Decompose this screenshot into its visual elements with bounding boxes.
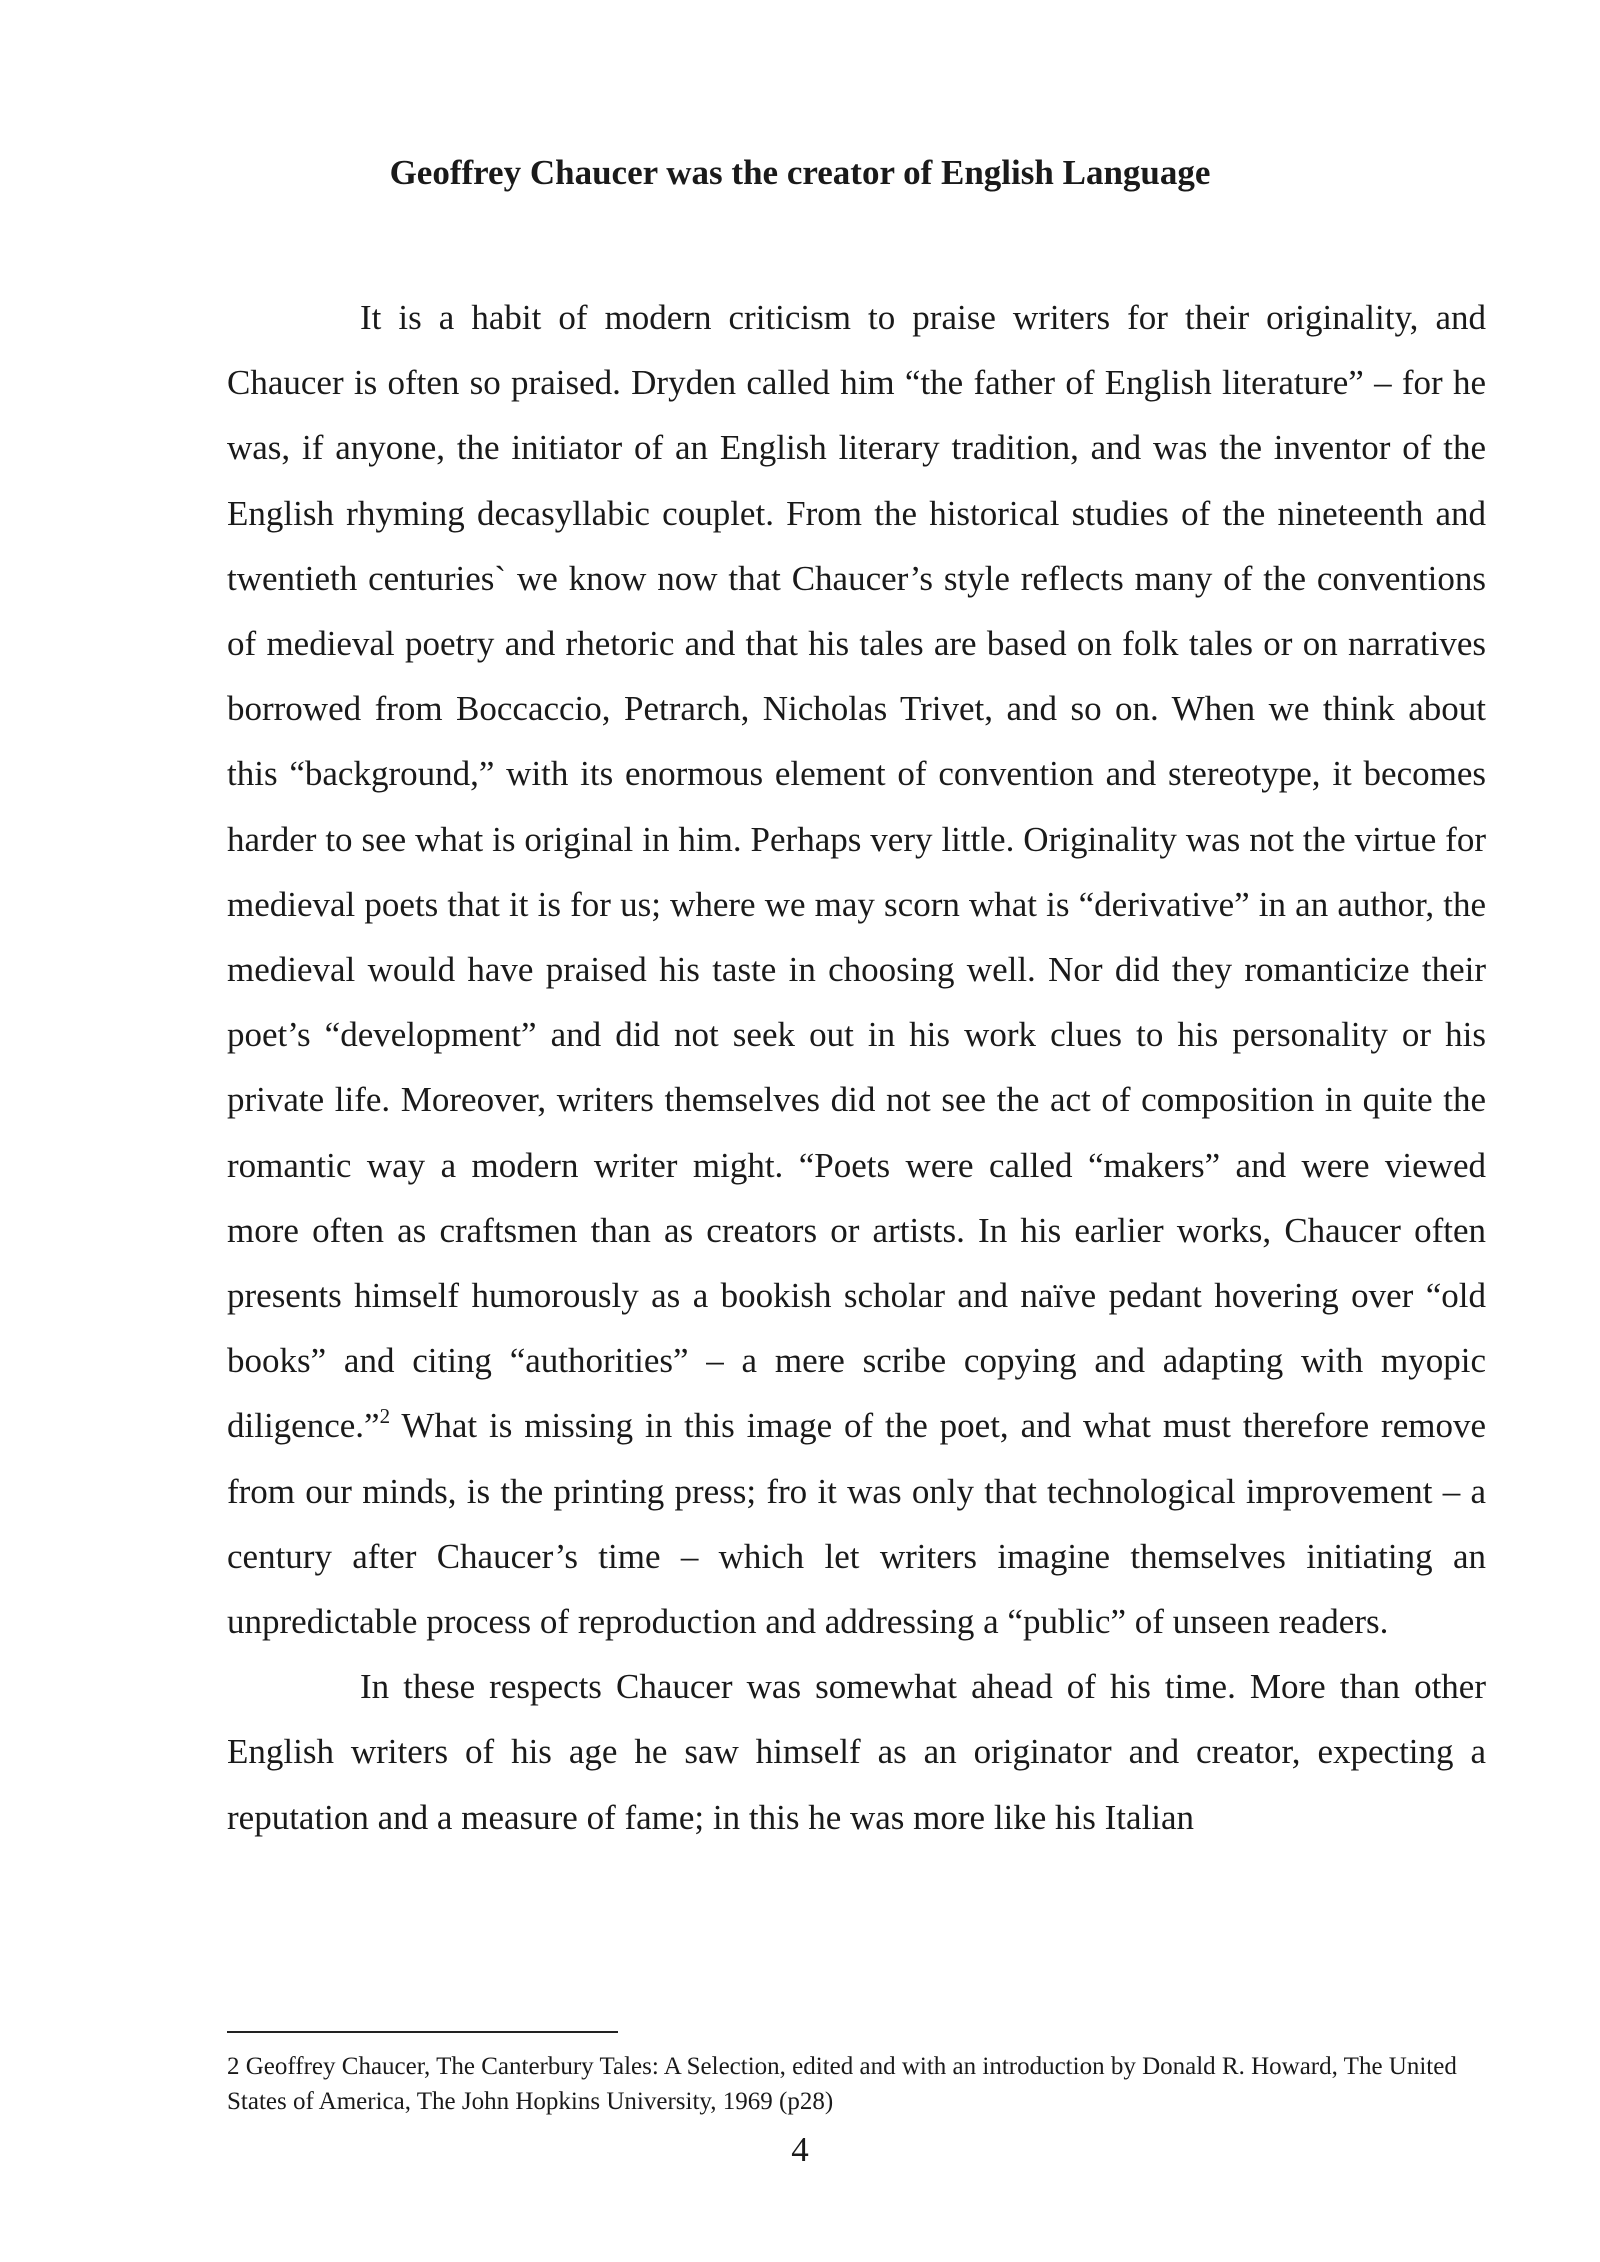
footnote-number: 2: [227, 2053, 240, 2080]
footnote: [227, 2049, 1486, 2119]
footnote-separator: [227, 2031, 618, 2033]
paragraph-2: In these respects Chaucer was somewhat ahead of his time. More than other English writers of his age he saw himself as an originator and creator, expecting a reputation and a measure of fame; in this he was more like his Italian: [227, 1667, 1486, 1837]
paragraph-1-text-a: It is a habit of modern criticism to praise writers for their originality, and Chaucer is often so praised. Dryden called him “the father of English literature” – for he was, if anyone, the initiator of an English literary tradition, and was the inventor of the English rhyming decasyllabic couplet. From the historical studies of the nineteenth and twentieth centuries` we know now that Chaucer’s style reflects many of the conventions of medieval poetry and rhetoric and that his tales are based on folk tales or on narratives borrowed from Boccaccio, Petrarch, Nicholas Trivet, and so on. When we think about this “background,” with its enormous element of convention and stereotype, it becomes harder to see what is original in him. Perhaps very little. Originality was not the virtue for medieval poets that it is for us; where we may scorn what is “derivative” in an author, the medieval would have praised his taste in choosing well. Nor did they romanticize their poet’s “development” and did not seek out in his work clues to his personality or his private life. Moreover, writers themselves did not see the act of composition in quite the romantic way a modern writer might. “Poets were called “makers” and were viewed more often as craftsmen than as creators or artists. In his earlier works, Chaucer often presents himself humorously as a bookish scholar and naïve pedant hovering over “old books” and citing “authorities” – a mere scribe copying and adapting with myopic diligence.”: [227, 298, 1486, 1446]
document-title: Geoffrey Chaucer was the creator of English Language: [389, 153, 1211, 192]
body-text: [227, 285, 1486, 1850]
footnote-reference: 2: [379, 1404, 391, 1429]
paragraph-1: [227, 285, 1486, 1654]
footnote-text: Geoffrey Chaucer, The Canterbury Tales: A Selection, edited and with an introduction by Donald R. Howard, The United States of America, The John Hopkins University, 1969 (p28): [227, 2053, 1457, 2115]
page-number: 4: [791, 2130, 809, 2169]
footnote-entry: [227, 2049, 1486, 2119]
paragraph-1-text-b: What is missing in this image of the poet, and what must therefore remove from our minds, is the printing press; fro it was only that technological improvement – a century after Chaucer’s time – which let writers imagine themselves initiating an unpredictable process of reproduction and addressing a “public” of unseen readers.: [227, 1406, 1486, 1642]
